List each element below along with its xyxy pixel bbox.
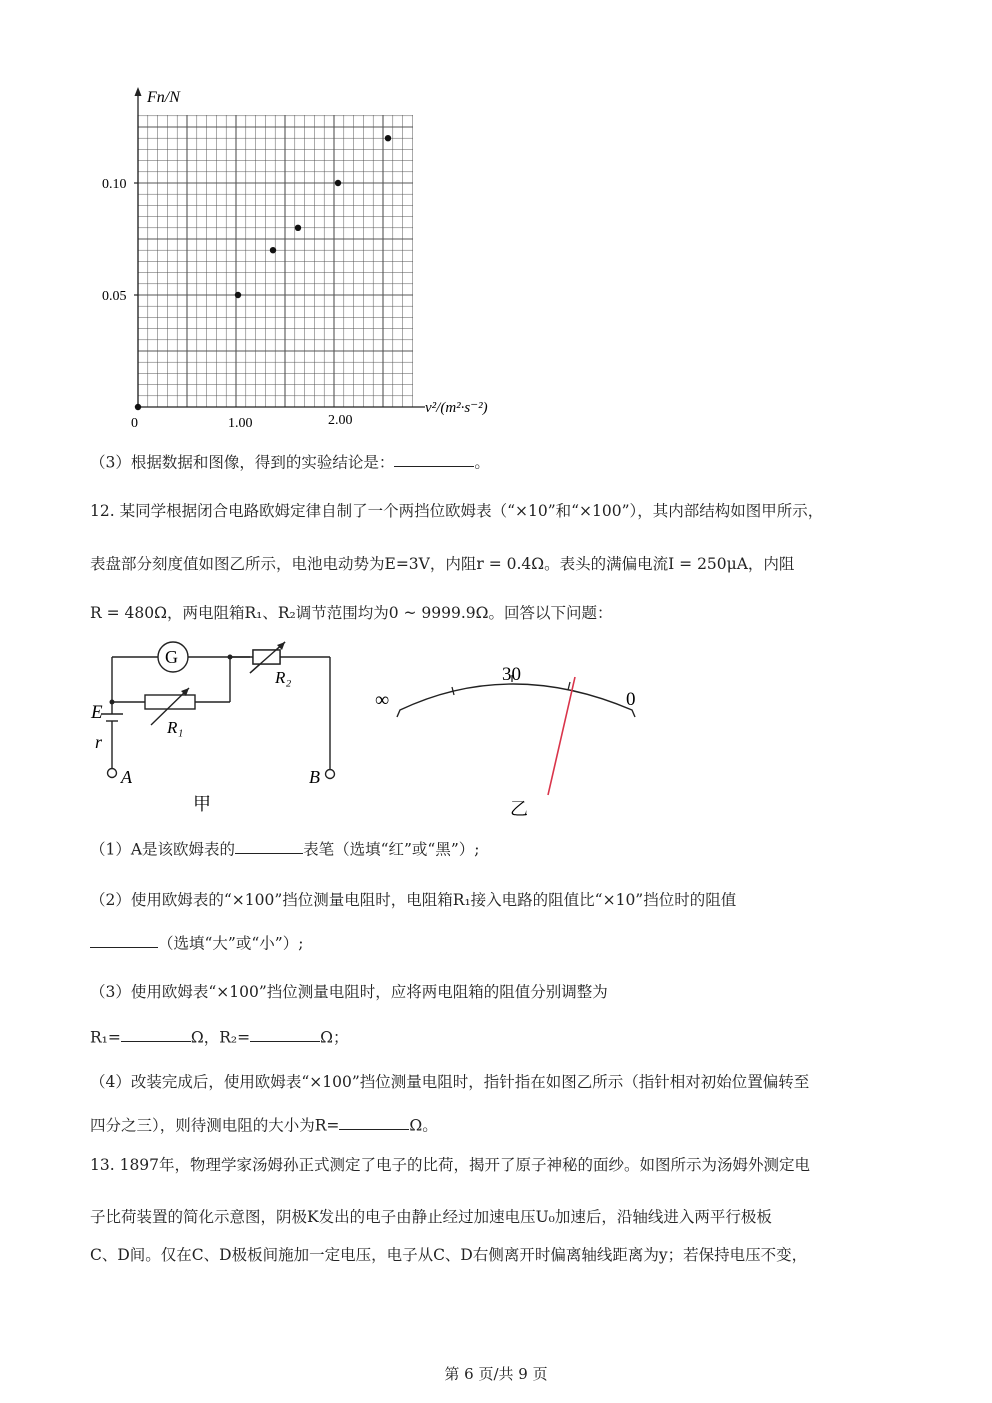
label-infinity: ∞ [375,689,390,711]
y-tick-label: 0.05 [102,289,127,304]
q12-part4-text: 四分之三），则待测电阻的大小为R= [90,1116,340,1135]
q11-part3-end: 。 [474,453,490,472]
q12-part3-line1: （3）使用欧姆表“×100”挡位测量电阻时，应将两电阻箱的阻值分别调整为 [90,983,608,1001]
q12-line2: 表盘部分刻度值如图乙所示，电池电动势为E=3V，内阻r = 0.4Ω。表头的满偏电流I = 250μA，内阻 [90,555,795,573]
answer-blank[interactable] [235,837,303,854]
caption-jia: 甲 [193,794,211,814]
r2-answer-blank[interactable] [250,1025,320,1042]
q12-part2-line1: （2）使用欧姆表的“×100”挡位测量电阻时，电阻箱R₁接入电路的阻值比“×10”挡位时的阻值 [90,891,737,909]
x-tick-label: 0 [131,416,138,431]
meter-dial-yi [370,655,660,820]
data-point [235,292,241,298]
emf-label: E [91,702,103,723]
meter-needle [548,677,575,795]
r1-equals: R₁= [90,1028,121,1047]
q13-line1: 13. 1897年，物理学家汤姆孙正式测定了电子的比荷，揭开了原子神秘的面纱。如图所示为汤姆外测定电 [90,1156,811,1174]
chart-axes [134,87,425,407]
y-tick-label: 0.10 [102,177,127,192]
x-tick-label: 1.00 [228,416,253,431]
r1-answer-blank[interactable] [121,1025,191,1042]
label-0: 0 [626,689,636,710]
q12-part1 [90,837,479,859]
q12-part2-line2 [90,931,303,953]
q13-line2: 子比荷装置的简化示意图，阴极K发出的电子由静止经过加速电压U₀加速后，沿轴线进入两平行极板 [90,1208,772,1226]
q12-part3-line2 [90,1025,348,1047]
q12-part1-text: （1）A是该欧姆表的 [90,840,236,859]
q11-part3 [90,450,490,472]
q12-part4-line1: （4）改装完成后，使用欧姆表“×100”挡位测量电阻时，指针指在如图乙所示（指针相对初始位置偏转至 [90,1073,810,1091]
data-point [270,247,276,253]
q12-part2-end: （选填“大”或“小”）; [158,934,304,953]
fn-v2-chart [95,82,525,432]
q12-part1-end: 表笔（选填“红”或“黑”）; [303,840,480,859]
terminal-a-label: A [121,767,132,787]
y-axis-label: Fn/N [147,89,180,106]
label-30: 30 [502,664,521,685]
terminal-b-label: B [309,767,320,787]
data-point [295,225,301,231]
q13-line3: C、D间。仅在C、D极板间施加一定电压，电子从C、D右侧离开时偏离轴线距离为y；若保持电压不变， [90,1246,808,1264]
r2-label: R₂ [275,668,292,687]
q11-part3-text: （3）根据数据和图像，得到的实验结论是： [90,453,395,472]
galvanometer-label: G [165,647,178,667]
data-point [135,404,141,410]
data-point [385,135,391,141]
answer-blank[interactable] [394,450,474,467]
r2-equals: Ω，R₂= [190,1028,251,1047]
omega-end: Ω； [320,1028,349,1047]
q12-part4-end: Ω。 [409,1116,438,1135]
x-tick-label: 2.00 [328,413,353,428]
internal-r-label: r [95,732,103,752]
chart-grid [138,115,413,407]
x-axis-label: v²/(m²·s⁻²) [425,400,488,416]
r1-label: R₁ [167,718,184,737]
circuit-diagram-jia [85,640,355,820]
data-point [335,180,341,186]
page-footer: 第 6 页/共 9 页 [444,1365,548,1383]
q12-part4-line2 [90,1113,438,1135]
answer-blank[interactable] [339,1113,409,1130]
answer-blank[interactable] [90,931,158,948]
q12-line1: 12. 某同学根据闭合电路欧姆定律自制了一个两挡位欧姆表（“×10”和“×100”），其内部结构如图甲所示， [90,502,824,520]
q12-line3: R = 480Ω，两电阻箱R₁、R₂调节范围均为0 ~ 9999.9Ω。回答以下问题： [90,604,613,622]
caption-yi: 乙 [510,799,528,819]
